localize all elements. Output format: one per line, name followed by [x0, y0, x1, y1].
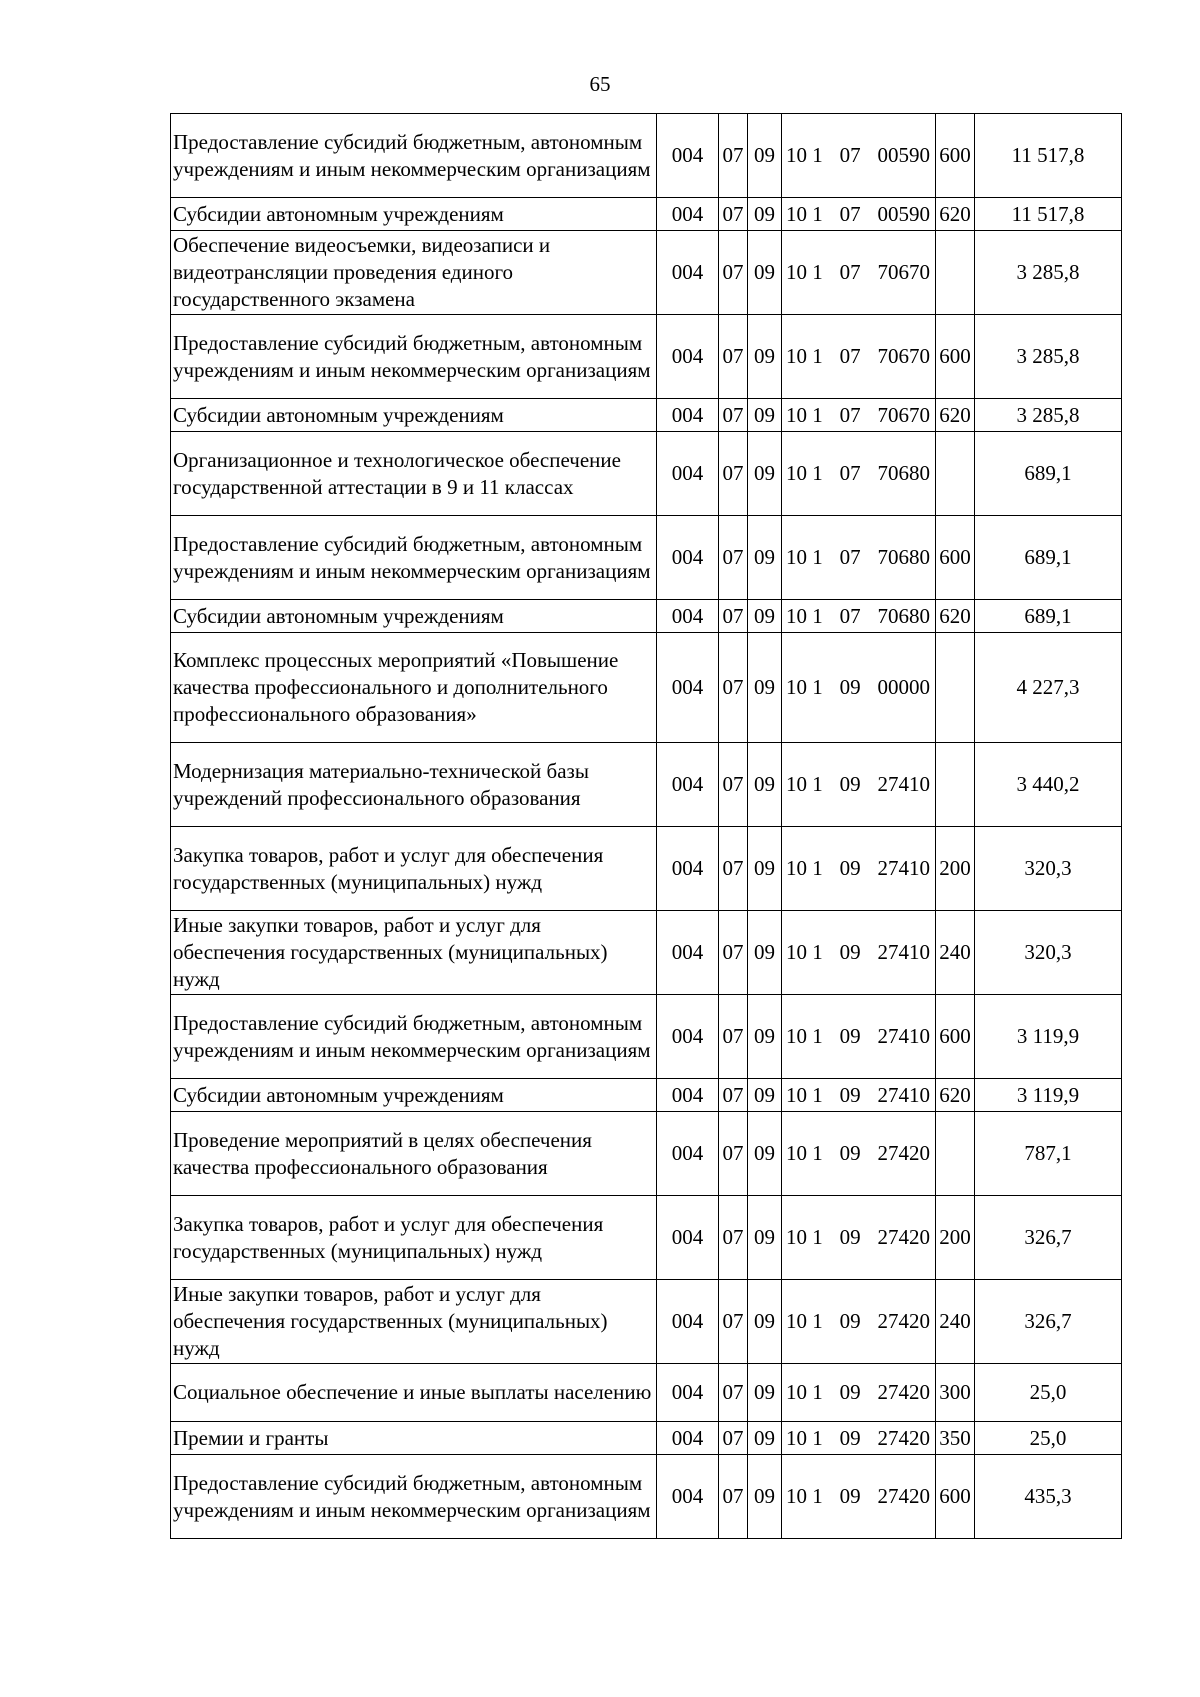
- vr-cell: 240: [936, 911, 975, 995]
- sum-cell: 25,0: [975, 1364, 1122, 1422]
- pr-cell: 09: [748, 1455, 782, 1539]
- csr-cell: [782, 1364, 936, 1422]
- table-row: [171, 1079, 1122, 1112]
- vr-cell: 200: [936, 827, 975, 911]
- vr-cell: 620: [936, 198, 975, 231]
- csr-dir-part: 00590: [877, 201, 930, 226]
- sum-cell: 3 285,8: [975, 315, 1122, 399]
- vr-cell: [936, 231, 975, 315]
- page-number: 65: [589, 72, 611, 96]
- csr-sub-part: 07: [839, 143, 861, 167]
- vr-cell: 600: [936, 114, 975, 198]
- rz-cell: 07: [719, 231, 748, 315]
- csr-cell: [782, 600, 936, 633]
- sum-cell: 787,1: [975, 1112, 1122, 1196]
- sum-cell: 435,3: [975, 1455, 1122, 1539]
- sum-cell: 11 517,8: [975, 198, 1122, 231]
- rz-cell: 07: [719, 399, 748, 432]
- grbs-cell: 004: [657, 315, 719, 399]
- rz-cell: 07: [719, 1364, 748, 1422]
- rz-cell: 07: [719, 432, 748, 516]
- table-row: [171, 911, 1122, 995]
- csr-prog-part: 10 1: [786, 603, 823, 628]
- sum-cell: 3 440,2: [975, 743, 1122, 827]
- csr-dir-part: 27410: [877, 940, 930, 964]
- csr-cell: [782, 516, 936, 600]
- csr-sub-part: 07: [839, 402, 861, 427]
- row-name-cell: Обеспечение видеосъемки, видеозаписи и видеотрансляции проведения единого государственного экзамена: [171, 231, 657, 315]
- csr-dir-part: 27420: [877, 1141, 930, 1165]
- csr-code: [784, 1308, 933, 1335]
- csr-cell: [782, 911, 936, 995]
- csr-sub-part: 09: [839, 1425, 861, 1450]
- grbs-cell: 004: [657, 1364, 719, 1422]
- sum-cell: 11 517,8: [975, 114, 1122, 198]
- vr-cell: [936, 1112, 975, 1196]
- csr-dir-part: 70670: [877, 344, 930, 368]
- vr-cell: 600: [936, 516, 975, 600]
- csr-cell: [782, 114, 936, 198]
- pr-cell: 09: [748, 399, 782, 432]
- csr-dir-part: 70680: [877, 603, 930, 628]
- csr-prog-part: 10 1: [786, 1024, 823, 1048]
- vr-cell: 620: [936, 600, 975, 633]
- csr-cell: [782, 1112, 936, 1196]
- vr-cell: [936, 633, 975, 743]
- csr-prog-part: 10 1: [786, 940, 823, 964]
- sum-cell: 3 119,9: [975, 1079, 1122, 1112]
- table-row: [171, 198, 1122, 231]
- row-name-cell: Субсидии автономным учреждениям: [171, 198, 657, 231]
- csr-code: [784, 1425, 933, 1452]
- csr-dir-part: 27420: [877, 1484, 930, 1508]
- csr-prog-part: 10 1: [786, 545, 823, 569]
- pr-cell: 09: [748, 1196, 782, 1280]
- csr-dir-part: 27410: [877, 1082, 930, 1107]
- pr-cell: 09: [748, 1422, 782, 1455]
- table-row: [171, 743, 1122, 827]
- csr-sub-part: 09: [839, 1225, 861, 1249]
- table-row: [171, 114, 1122, 198]
- csr-cell: [782, 1079, 936, 1112]
- rz-cell: 07: [719, 1079, 748, 1112]
- grbs-cell: 004: [657, 1196, 719, 1280]
- sum-cell: 3 119,9: [975, 995, 1122, 1079]
- pr-cell: 09: [748, 633, 782, 743]
- rz-cell: 07: [719, 911, 748, 995]
- table-row: [171, 1422, 1122, 1455]
- csr-dir-part: 27420: [877, 1309, 930, 1333]
- csr-code: [784, 259, 933, 286]
- csr-cell: [782, 1196, 936, 1280]
- csr-prog-part: 10 1: [786, 1484, 823, 1508]
- csr-cell: [782, 633, 936, 743]
- table-row: [171, 1364, 1122, 1422]
- csr-cell: [782, 432, 936, 516]
- csr-cell: [782, 315, 936, 399]
- sum-cell: 320,3: [975, 827, 1122, 911]
- table-row: [171, 231, 1122, 315]
- vr-cell: 600: [936, 1455, 975, 1539]
- csr-dir-part: 00000: [877, 675, 930, 699]
- csr-sub-part: 07: [839, 344, 861, 368]
- row-name-cell: Иные закупки товаров, работ и услуг для обеспечения государственных (муниципальных) нужд: [171, 911, 657, 995]
- rz-cell: 07: [719, 743, 748, 827]
- sum-cell: 25,0: [975, 1422, 1122, 1455]
- table-row: [171, 1455, 1122, 1539]
- csr-code: [784, 855, 933, 882]
- pr-cell: 09: [748, 516, 782, 600]
- vr-cell: 350: [936, 1422, 975, 1455]
- csr-prog-part: 10 1: [786, 143, 823, 167]
- sum-cell: 689,1: [975, 600, 1122, 633]
- csr-code: [784, 603, 933, 630]
- csr-code: [784, 1483, 933, 1510]
- csr-prog-part: 10 1: [786, 772, 823, 796]
- sum-cell: 4 227,3: [975, 633, 1122, 743]
- rz-cell: 07: [719, 600, 748, 633]
- csr-cell: [782, 995, 936, 1079]
- grbs-cell: 004: [657, 995, 719, 1079]
- budget-table: [170, 113, 1122, 1539]
- table-row: [171, 432, 1122, 516]
- grbs-cell: 004: [657, 600, 719, 633]
- grbs-cell: 004: [657, 1079, 719, 1112]
- csr-dir-part: 27410: [877, 772, 930, 796]
- table-row: [171, 827, 1122, 911]
- vr-cell: [936, 743, 975, 827]
- sum-cell: 3 285,8: [975, 231, 1122, 315]
- sum-cell: 689,1: [975, 516, 1122, 600]
- csr-code: [784, 1023, 933, 1050]
- csr-dir-part: 27410: [877, 1024, 930, 1048]
- vr-cell: 200: [936, 1196, 975, 1280]
- rz-cell: 07: [719, 516, 748, 600]
- grbs-cell: 004: [657, 1112, 719, 1196]
- grbs-cell: 004: [657, 198, 719, 231]
- csr-sub-part: 09: [839, 1141, 861, 1165]
- pr-cell: 09: [748, 114, 782, 198]
- pr-cell: 09: [748, 1112, 782, 1196]
- csr-sub-part: 07: [839, 260, 861, 284]
- pr-cell: 09: [748, 1364, 782, 1422]
- vr-cell: 620: [936, 399, 975, 432]
- pr-cell: 09: [748, 1280, 782, 1364]
- pr-cell: 09: [748, 315, 782, 399]
- csr-prog-part: 10 1: [786, 344, 823, 368]
- csr-code: [784, 1224, 933, 1251]
- csr-sub-part: 07: [839, 545, 861, 569]
- csr-code: [784, 1082, 933, 1109]
- table-row: [171, 399, 1122, 432]
- rz-cell: 07: [719, 198, 748, 231]
- csr-code: [784, 343, 933, 370]
- rz-cell: 07: [719, 995, 748, 1079]
- csr-cell: [782, 1280, 936, 1364]
- csr-sub-part: 09: [839, 940, 861, 964]
- row-name-cell: Предоставление субсидий бюджетным, автономным учреждениям и иным некоммерческим организациям: [171, 995, 657, 1079]
- csr-code: [784, 460, 933, 487]
- vr-cell: 240: [936, 1280, 975, 1364]
- csr-dir-part: 27420: [877, 1380, 930, 1404]
- csr-code: [784, 544, 933, 571]
- csr-prog-part: 10 1: [786, 461, 823, 485]
- csr-sub-part: 09: [839, 1024, 861, 1048]
- csr-prog-part: 10 1: [786, 856, 823, 880]
- row-name-cell: Субсидии автономным учреждениям: [171, 399, 657, 432]
- csr-prog-part: 10 1: [786, 1225, 823, 1249]
- grbs-cell: 004: [657, 911, 719, 995]
- rz-cell: 07: [719, 1112, 748, 1196]
- grbs-cell: 004: [657, 1280, 719, 1364]
- csr-sub-part: 09: [839, 1484, 861, 1508]
- csr-sub-part: 09: [839, 1082, 861, 1107]
- csr-sub-part: 09: [839, 772, 861, 796]
- table-row: [171, 315, 1122, 399]
- row-name-cell: Проведение мероприятий в целях обеспечения качества профессионального образования: [171, 1112, 657, 1196]
- csr-sub-part: 07: [839, 461, 861, 485]
- csr-cell: [782, 1422, 936, 1455]
- rz-cell: 07: [719, 1280, 748, 1364]
- rz-cell: 07: [719, 1455, 748, 1539]
- rz-cell: 07: [719, 1422, 748, 1455]
- csr-dir-part: 70670: [877, 402, 930, 427]
- pr-cell: 09: [748, 432, 782, 516]
- grbs-cell: 004: [657, 1455, 719, 1539]
- csr-code: [784, 939, 933, 966]
- row-name-cell: Закупка товаров, работ и услуг для обеспечения государственных (муниципальных) нужд: [171, 1196, 657, 1280]
- csr-code: [784, 402, 933, 429]
- csr-cell: [782, 231, 936, 315]
- csr-code: [784, 201, 933, 228]
- csr-code: [784, 1379, 933, 1406]
- row-name-cell: Организационное и технологическое обеспечение государственной аттестации в 9 и 11 классах: [171, 432, 657, 516]
- table-row: [171, 1280, 1122, 1364]
- csr-sub-part: 09: [839, 1380, 861, 1404]
- pr-cell: 09: [748, 198, 782, 231]
- csr-code: [784, 674, 933, 701]
- vr-cell: 620: [936, 1079, 975, 1112]
- row-name-cell: Закупка товаров, работ и услуг для обеспечения государственных (муниципальных) нужд: [171, 827, 657, 911]
- row-name-cell: Комплекс процессных мероприятий «Повышение качества профессионального и дополнительного профессионального образования»: [171, 633, 657, 743]
- csr-dir-part: 00590: [877, 143, 930, 167]
- csr-cell: [782, 198, 936, 231]
- row-name-cell: Предоставление субсидий бюджетным, автономным учреждениям и иным некоммерческим организациям: [171, 516, 657, 600]
- csr-prog-part: 10 1: [786, 1380, 823, 1404]
- sum-cell: 689,1: [975, 432, 1122, 516]
- csr-cell: [782, 743, 936, 827]
- table-row: [171, 600, 1122, 633]
- table-row: [171, 516, 1122, 600]
- csr-cell: [782, 399, 936, 432]
- csr-code: [784, 1140, 933, 1167]
- row-name-cell: Предоставление субсидий бюджетным, автономным учреждениям и иным некоммерческим организациям: [171, 114, 657, 198]
- grbs-cell: 004: [657, 231, 719, 315]
- row-name-cell: Социальное обеспечение и иные выплаты населению: [171, 1364, 657, 1422]
- csr-dir-part: 70670: [877, 260, 930, 284]
- pr-cell: 09: [748, 743, 782, 827]
- csr-sub-part: 07: [839, 603, 861, 628]
- csr-sub-part: 09: [839, 1309, 861, 1333]
- pr-cell: 09: [748, 995, 782, 1079]
- csr-prog-part: 10 1: [786, 201, 823, 226]
- csr-dir-part: 70680: [877, 461, 930, 485]
- row-name-cell: Субсидии автономным учреждениям: [171, 600, 657, 633]
- pr-cell: 09: [748, 911, 782, 995]
- csr-prog-part: 10 1: [786, 675, 823, 699]
- row-name-cell: Предоставление субсидий бюджетным, автономным учреждениям и иным некоммерческим организациям: [171, 1455, 657, 1539]
- row-name-cell: Модернизация материально-технической базы учреждений профессионального образования: [171, 743, 657, 827]
- rz-cell: 07: [719, 633, 748, 743]
- csr-sub-part: 09: [839, 675, 861, 699]
- sum-cell: 326,7: [975, 1280, 1122, 1364]
- csr-sub-part: 09: [839, 856, 861, 880]
- grbs-cell: 004: [657, 516, 719, 600]
- rz-cell: 07: [719, 827, 748, 911]
- grbs-cell: 004: [657, 743, 719, 827]
- csr-prog-part: 10 1: [786, 260, 823, 284]
- csr-prog-part: 10 1: [786, 1425, 823, 1450]
- grbs-cell: 004: [657, 827, 719, 911]
- csr-dir-part: 27420: [877, 1425, 930, 1450]
- sum-cell: 320,3: [975, 911, 1122, 995]
- csr-dir-part: 27420: [877, 1225, 930, 1249]
- grbs-cell: 004: [657, 1422, 719, 1455]
- vr-cell: [936, 432, 975, 516]
- vr-cell: 600: [936, 995, 975, 1079]
- row-name-cell: Предоставление субсидий бюджетным, автономным учреждениям и иным некоммерческим организациям: [171, 315, 657, 399]
- row-name-cell: Субсидии автономным учреждениям: [171, 1079, 657, 1112]
- csr-dir-part: 27410: [877, 856, 930, 880]
- grbs-cell: 004: [657, 432, 719, 516]
- vr-cell: 300: [936, 1364, 975, 1422]
- table-row: [171, 1112, 1122, 1196]
- grbs-cell: 004: [657, 114, 719, 198]
- sum-cell: 326,7: [975, 1196, 1122, 1280]
- row-name-cell: Иные закупки товаров, работ и услуг для обеспечения государственных (муниципальных) нужд: [171, 1280, 657, 1364]
- pr-cell: 09: [748, 600, 782, 633]
- csr-sub-part: 07: [839, 201, 861, 226]
- pr-cell: 09: [748, 827, 782, 911]
- table-row: [171, 1196, 1122, 1280]
- sum-cell: 3 285,8: [975, 399, 1122, 432]
- grbs-cell: 004: [657, 399, 719, 432]
- csr-cell: [782, 1455, 936, 1539]
- csr-prog-part: 10 1: [786, 1309, 823, 1333]
- csr-dir-part: 70680: [877, 545, 930, 569]
- csr-code: [784, 771, 933, 798]
- pr-cell: 09: [748, 1079, 782, 1112]
- table-row: [171, 633, 1122, 743]
- rz-cell: 07: [719, 1196, 748, 1280]
- csr-prog-part: 10 1: [786, 1141, 823, 1165]
- table-row: [171, 995, 1122, 1079]
- rz-cell: 07: [719, 114, 748, 198]
- grbs-cell: 004: [657, 633, 719, 743]
- csr-prog-part: 10 1: [786, 1082, 823, 1107]
- rz-cell: 07: [719, 315, 748, 399]
- pr-cell: 09: [748, 231, 782, 315]
- row-name-cell: Премии и гранты: [171, 1422, 657, 1455]
- csr-code: [784, 142, 933, 169]
- csr-prog-part: 10 1: [786, 402, 823, 427]
- vr-cell: 600: [936, 315, 975, 399]
- csr-cell: [782, 827, 936, 911]
